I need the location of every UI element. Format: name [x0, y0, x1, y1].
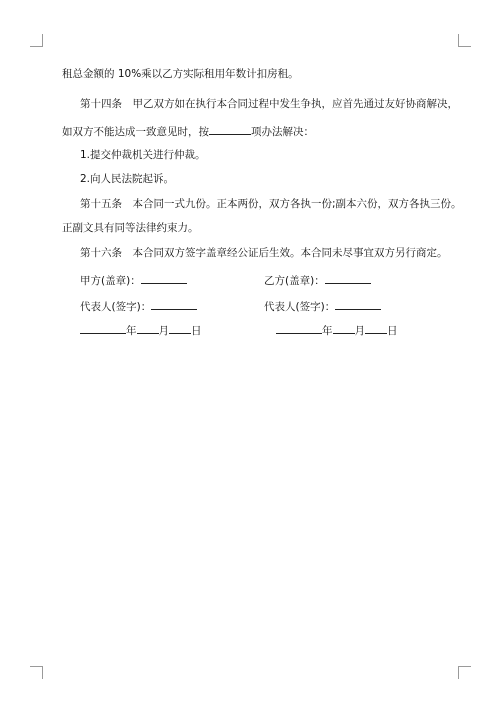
paragraph-rent-deduction: 租总金额的 10%乘以乙方实际租用年数计扣房租。: [62, 68, 299, 80]
party-a-label: 甲方(盖章)：: [80, 275, 141, 287]
rep-a-signature: [80, 298, 197, 314]
option-court: 2.向人民法院起诉。: [80, 173, 175, 185]
crop-mark-bottom-left: [30, 666, 43, 679]
party-a-seal: [80, 272, 187, 288]
date-a-month-blank[interactable]: [137, 322, 159, 334]
article-14-line-2: [62, 123, 314, 139]
article-15-line-1: 第十五条 本合同一式九份。正本两份，双方各执一份;副本六份，双方各执三份。: [80, 198, 462, 210]
date-b-month-blank[interactable]: [333, 322, 355, 334]
option-arbitration: 1.提交仲裁机关进行仲裁。: [80, 149, 206, 161]
rep-b-signature-blank[interactable]: [335, 298, 381, 310]
date-a-year-label: 年: [126, 325, 137, 337]
date-party-b: [276, 322, 398, 338]
article-15-line-2: 正副文具有同等法律约束力。: [62, 222, 199, 234]
crop-mark-top-right: [458, 34, 471, 47]
date-b-month-label: 月: [354, 325, 365, 337]
article-14-pre-text: 如双方不能达成一致意见时，按: [62, 126, 209, 138]
resolution-option-blank[interactable]: [209, 123, 251, 135]
date-a-month-label: 月: [158, 325, 169, 337]
party-b-seal-blank[interactable]: [325, 272, 371, 284]
date-b-year-blank[interactable]: [276, 322, 322, 334]
rep-a-label: 代表人(签字)：: [80, 301, 152, 313]
date-a-day-blank[interactable]: [169, 322, 191, 334]
rep-a-signature-blank[interactable]: [151, 298, 197, 310]
date-a-day-label: 日: [191, 325, 202, 337]
crop-mark-top-left: [30, 34, 43, 47]
party-b-label: 乙方(盖章)：: [264, 275, 325, 287]
article-16: 第十六条 本合同双方签字盖章经公证后生效。本合同未尽事宜双方另行商定。: [80, 247, 448, 259]
rep-b-label: 代表人(签字)：: [264, 301, 336, 313]
date-a-year-blank[interactable]: [80, 322, 126, 334]
article-14-line-1: 第十四条 甲乙双方如在执行本合同过程中发生争执，应首先通过友好协商解决，: [80, 98, 458, 110]
date-b-year-label: 年: [322, 325, 333, 337]
party-a-seal-blank[interactable]: [141, 272, 187, 284]
date-b-day-blank[interactable]: [365, 322, 387, 334]
rep-b-signature: [264, 298, 381, 314]
date-b-day-label: 日: [387, 325, 398, 337]
party-b-seal: [264, 272, 371, 288]
article-14-post-text: 项办法解决：: [251, 126, 314, 138]
crop-mark-bottom-right: [458, 666, 471, 679]
date-party-a: [80, 322, 202, 338]
